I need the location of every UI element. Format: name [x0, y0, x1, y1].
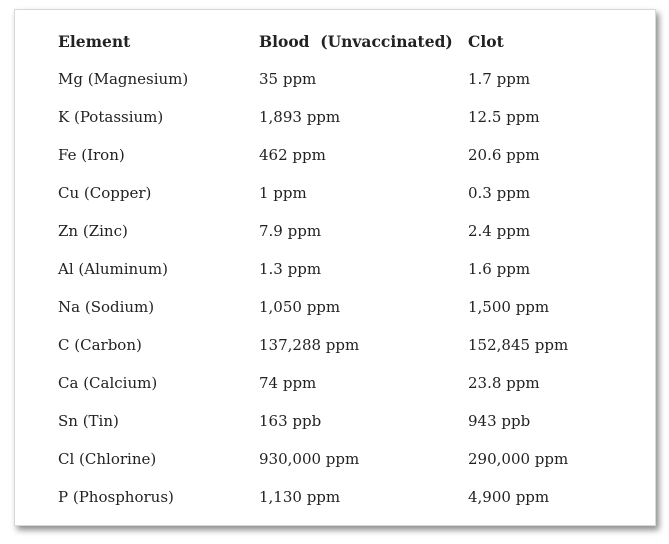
cell-clot: 290,000 ppm: [468, 450, 569, 468]
table-row: [58, 174, 628, 212]
table-row: [58, 98, 628, 136]
header-element: Element: [58, 31, 131, 51]
table-row: [58, 326, 628, 364]
cell-blood: 1 ppm: [259, 184, 307, 202]
cell-clot: 1,500 ppm: [468, 298, 550, 316]
cell-blood: 74 ppm: [259, 374, 317, 392]
table-row: [58, 402, 628, 440]
cell-blood: 930,000 ppm: [259, 450, 360, 468]
element-comparison-table: [58, 22, 628, 516]
cell-blood: 1,893 ppm: [259, 108, 341, 126]
cell-element: Mg (Magnesium): [58, 70, 189, 88]
cell-blood: 163 ppb: [259, 412, 322, 430]
cell-element: Cl (Chlorine): [58, 450, 157, 468]
table-row: [58, 440, 628, 478]
cell-element: Al (Aluminum): [58, 260, 168, 278]
cell-clot: 1.7 ppm: [468, 70, 531, 88]
table-row: [58, 136, 628, 174]
cell-element: P (Phosphorus): [58, 488, 174, 506]
table-row: [58, 478, 628, 516]
cell-blood: 1,130 ppm: [259, 488, 341, 506]
cell-clot: 20.6 ppm: [468, 146, 540, 164]
cell-clot: 943 ppb: [468, 412, 531, 430]
cell-blood: 1.3 ppm: [259, 260, 322, 278]
cell-element: Sn (Tin): [58, 412, 119, 430]
header-blood: Blood (Unvaccinated): [259, 31, 453, 51]
cell-element: C (Carbon): [58, 336, 142, 354]
cell-blood: 35 ppm: [259, 70, 317, 88]
table-header-row: [58, 22, 628, 60]
cell-blood: 1,050 ppm: [259, 298, 341, 316]
cell-blood: 7.9 ppm: [259, 222, 322, 240]
cell-element: K (Potassium): [58, 108, 164, 126]
cell-clot: 1.6 ppm: [468, 260, 531, 278]
cell-clot: 12.5 ppm: [468, 108, 540, 126]
table-row: [58, 364, 628, 402]
cell-clot: 2.4 ppm: [468, 222, 531, 240]
table-row: [58, 288, 628, 326]
table-row: [58, 212, 628, 250]
cell-element: Fe (Iron): [58, 146, 125, 164]
cell-element: Na (Sodium): [58, 298, 155, 316]
cell-clot: 23.8 ppm: [468, 374, 540, 392]
cell-blood: 462 ppm: [259, 146, 326, 164]
cell-blood: 137,288 ppm: [259, 336, 360, 354]
cell-clot: 152,845 ppm: [468, 336, 569, 354]
cell-element: Zn (Zinc): [58, 222, 128, 240]
table-row: [58, 250, 628, 288]
table-card: [14, 9, 656, 526]
cell-clot: 0.3 ppm: [468, 184, 531, 202]
header-clot: Clot: [468, 31, 504, 51]
cell-clot: 4,900 ppm: [468, 488, 550, 506]
cell-element: Cu (Copper): [58, 184, 152, 202]
table-row: [58, 60, 628, 98]
cell-element: Ca (Calcium): [58, 374, 158, 392]
